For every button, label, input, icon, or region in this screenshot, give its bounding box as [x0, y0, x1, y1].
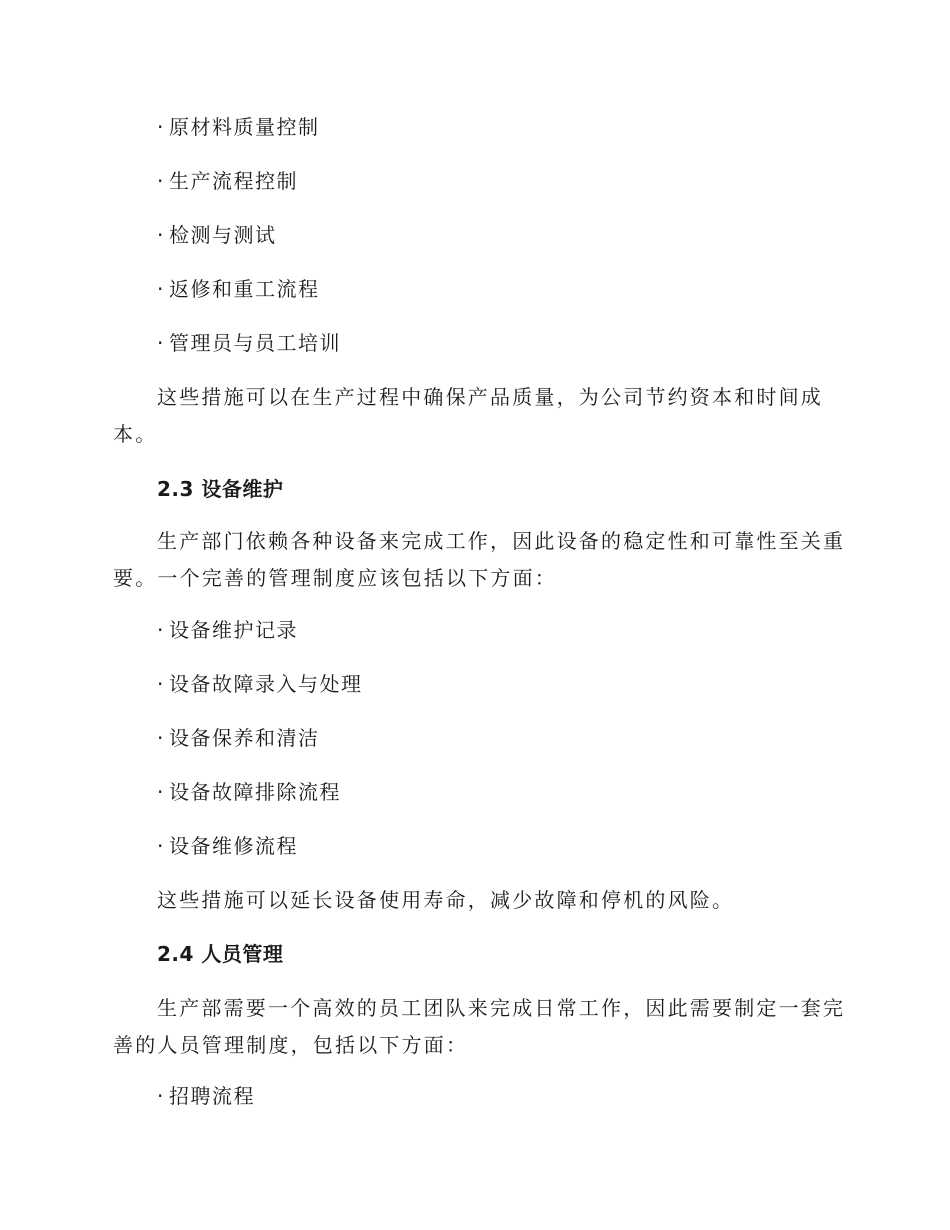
- list-item: · 设备维护记录: [157, 617, 298, 643]
- paragraph-line: 生产部需要一个高效的员工团队来完成日常工作，因此需要制定一套完: [157, 996, 846, 1020]
- list-item: · 原材料质量控制: [157, 114, 320, 140]
- list-item: · 返修和重工流程: [157, 276, 320, 302]
- paragraph-line: 要。一个完善的管理制度应该包括以下方面：: [113, 566, 557, 590]
- section-heading: 2.3 设备维护: [157, 477, 284, 501]
- list-item: · 检测与测试: [157, 222, 277, 248]
- paragraph-line: 本。: [113, 422, 158, 446]
- list-item: · 管理员与员工培训: [157, 330, 341, 356]
- list-item: · 设备故障录入与处理: [157, 671, 363, 697]
- list-item: · 设备故障排除流程: [157, 779, 341, 805]
- list-item: · 设备保养和清洁: [157, 725, 320, 751]
- list-item: · 设备维修流程: [157, 833, 298, 859]
- section-heading: 2.4 人员管理: [157, 942, 284, 966]
- list-item: · 生产流程控制: [157, 168, 298, 194]
- paragraph-line: 这些措施可以延长设备使用寿命，减少故障和停机的风险。: [157, 888, 735, 912]
- paragraph-line: 生产部门依赖各种设备来完成工作，因此设备的稳定性和可靠性至关重: [157, 529, 846, 553]
- paragraph-line: 善的人员管理制度，包括以下方面：: [113, 1033, 469, 1057]
- paragraph-line: 这些措施可以在生产过程中确保产品质量，为公司节约资本和时间成: [157, 385, 823, 409]
- list-item: · 招聘流程: [157, 1083, 255, 1109]
